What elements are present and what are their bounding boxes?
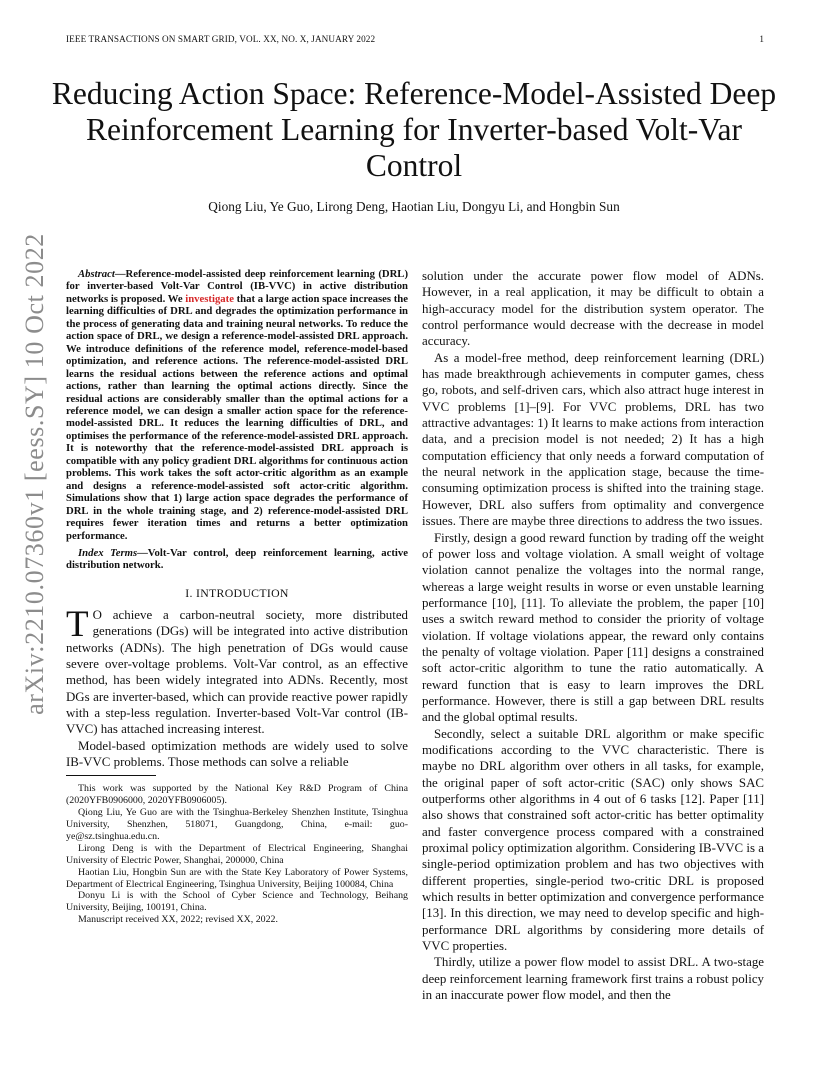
index-terms	[66, 547, 408, 572]
intro-paragraph-2: Model-based optimization methods are widely used to solve IB-VVC problems. Those methods can solve a reliable	[66, 738, 408, 769]
footnote-affiliation: Qiong Liu, Ye Guo are with the Tsinghua-Berkeley Shenzhen Institute, Tsinghua University, Shenzhen, 518071, Guangdong, China, e-mail: guo-ye@sz.tsinghua.edu.cn.	[66, 807, 408, 842]
running-head: IEEE TRANSACTIONS ON SMART GRID, VOL. XX, NO. X, JANUARY 2022	[66, 34, 376, 44]
footnote-affiliation: Lirong Deng is with the Department of Electrical Engineering, Shanghai University of Electric Power, Shanghai, 200000, China	[66, 842, 408, 866]
index-terms-label: Index Terms	[78, 546, 138, 559]
paper-title: Reducing Action Space: Reference-Model-Assisted Deep Reinforcement Learning for Inverter-based Volt-Var Control	[51, 76, 777, 183]
body-paragraph: solution under the accurate power flow model of ADNs. However, in a real application, it may be difficult to obtain a high-accuracy model for the distribution system operator. The control performance would decrease with the decrease in model accuracy.	[422, 269, 764, 349]
abstract-text-after: that a large action space increases the learning difficulties of DRL and degrades the optimization performance in the process of generating data and training neural networks. To reduce the action space of DRL, we design a reference-model-assisted DRL approach. We introduce definitions of the reference model, reference-model-based optimization, and reference actions. The reference-model-assisted DRL learns the residual actions between the reference actions and optimal actions, rather than learning the optimal actions directly. Since the residual actions are considerably smaller than the optimal actions for a reference model, we can design a smaller action space for the reference-model-assisted DRL. It reduces the learning difficulties of DRL, and optimises the performance of the reference-model-assisted DRL approach. It is noteworthy that the reference-model-assisted DRL approach is compatible with any policy gradient DRL algorithms for continuous action problems. This work takes the soft actor-critic algorithm as an example and designs a reference-model-assisted soft actor-critic algorithm. Simulations show that 1) large action space degrades the performance of DRL in the whole training stage, and 2) reference-model-assisted DRL requires fewer iteration times and returns a better optimization performance.	[66, 292, 408, 542]
body-paragraph: Secondly, select a suitable DRL algorithm or make specific modifications according to the VVC characteristic. There is maybe no DRL algorithm over others in all tasks, for example, the original paper of soft actor-critic (SAC) only shows SAC outperforms other algorithms in 4 out of 6 tasks [12]. Paper [11] also shows that constrained soft actor-critic has better optimality and faster convergence process compared with a constrained proximal policy optimization algorithm. Considering IB-VVC is a single-period optimization problem and has two objectives with different properties, single-period two-critic DRL is proposed which results in better optimization and convergence performance [13]. In this direction, we may need to develop specific and high-performance DRL algorithms by considering more details of VVC properties.	[422, 726, 764, 954]
section-heading-introduction: I. INTRODUCTION	[185, 585, 289, 600]
body-paragraph: As a model-free method, deep reinforcement learning (DRL) has made breakthrough achievements in computer games, chess go, robots, and self-driven cars, which also attract huge interest in VVC problems [1]–[9]. For VVC problems, DRL has two attractive advantages: 1) It learns to make actions from interaction data, and a precision model is not needed; 2) It has a high computation efficiency that only needs a forward computation of the neural network in the application stage, because the time-consuming optimization process is shifted into the training stage. However, DRL also suffers from optimality and convergence issues. There are maybe three directions to address the two issues.	[422, 350, 764, 529]
footnotes	[66, 783, 408, 926]
abstract-text-before: —Reference-model-assisted deep reinforcement learning (DRL) for inverter-based Volt-Var Control (IB-VVC) in active distribution networks is proposed. We	[66, 268, 408, 305]
drop-cap: T	[66, 603, 89, 645]
body-paragraph: Thirdly, utilize a power flow model to assist DRL. A two-stage deep reinforcement learning framework first trains a robust policy in an inaccurate power flow model, and then the	[422, 955, 764, 1003]
right-column	[422, 268, 764, 1003]
abstract	[66, 268, 408, 542]
footnote-affiliation: Haotian Liu, Hongbin Sun are with the State Key Laboratory of Power Systems, Department of Electrical Engineering, Tsinghua University, Beijing 100084, China	[66, 866, 408, 890]
index-terms-text: —Volt-Var control, deep reinforcement learning, active distribution network.	[66, 546, 408, 572]
footnote-manuscript-dates: Manuscript received XX, 2022; revised XX, 2022.	[78, 914, 278, 926]
abstract-label: Abstract	[78, 268, 115, 280]
intro-paragraph-1	[66, 603, 408, 738]
abstract-highlight-word: investigate	[185, 292, 234, 305]
footnote-affiliation: Donyu Li is with the School of Cyber Science and Technology, Beihang University, Beijing, 100191, China.	[66, 890, 408, 914]
introduction-body	[66, 603, 408, 770]
page-number: 1	[759, 34, 764, 44]
body-paragraph: Firstly, design a good reward function by trading off the weight of power loss and voltage violation. A small weight of voltage violation cannot penalize the voltages into the normal range, whereas a large weight results in worse or even unstable learning performance [10], [11]. To alleviate the problem, the paper [10] uses a switch reward method to consider the priority of voltage violation. If voltage violations appear, the reward only contains the penalty of voltage violation. Paper [11] designs a constrained soft actor-critic algorithm to tune the ratio automatically. A reward function that is easy to learn improves the DRL performance. However, there is still a gap between DRL results and the global optimal results.	[422, 530, 764, 725]
left-column	[66, 268, 408, 926]
footnote-funding: This work was supported by the National Key R&D Program of China (2020YFB0906000, 2020YFB0906005).	[66, 783, 408, 807]
arxiv-watermark	[10, 233, 60, 715]
right-column-body	[422, 268, 764, 1003]
arxiv-identifier: arXiv:2210.07360v1 [eess.SY] 10 Oct 2022	[20, 233, 49, 715]
intro-paragraph-1-text: O achieve a carbon-neutral society, more distributed generations (DGs) will be integrated into active distribution networks (ADNs). The high penetration of DGs would cause severe over-voltage problems. Volt-Var control, as an effective method, has been widely integrated into ADNs. Recently, most DGs are inverter-based, which can provide reactive power rapidly with a step-less regulation. Inverter-based Volt-Var control (IB-VVC) has attached increasing interest.	[66, 607, 408, 737]
footnote-divider	[66, 775, 156, 776]
author-list: Qiong Liu, Ye Guo, Lirong Deng, Haotian Liu, Dongyu Li, and Hongbin Sun	[208, 199, 620, 214]
